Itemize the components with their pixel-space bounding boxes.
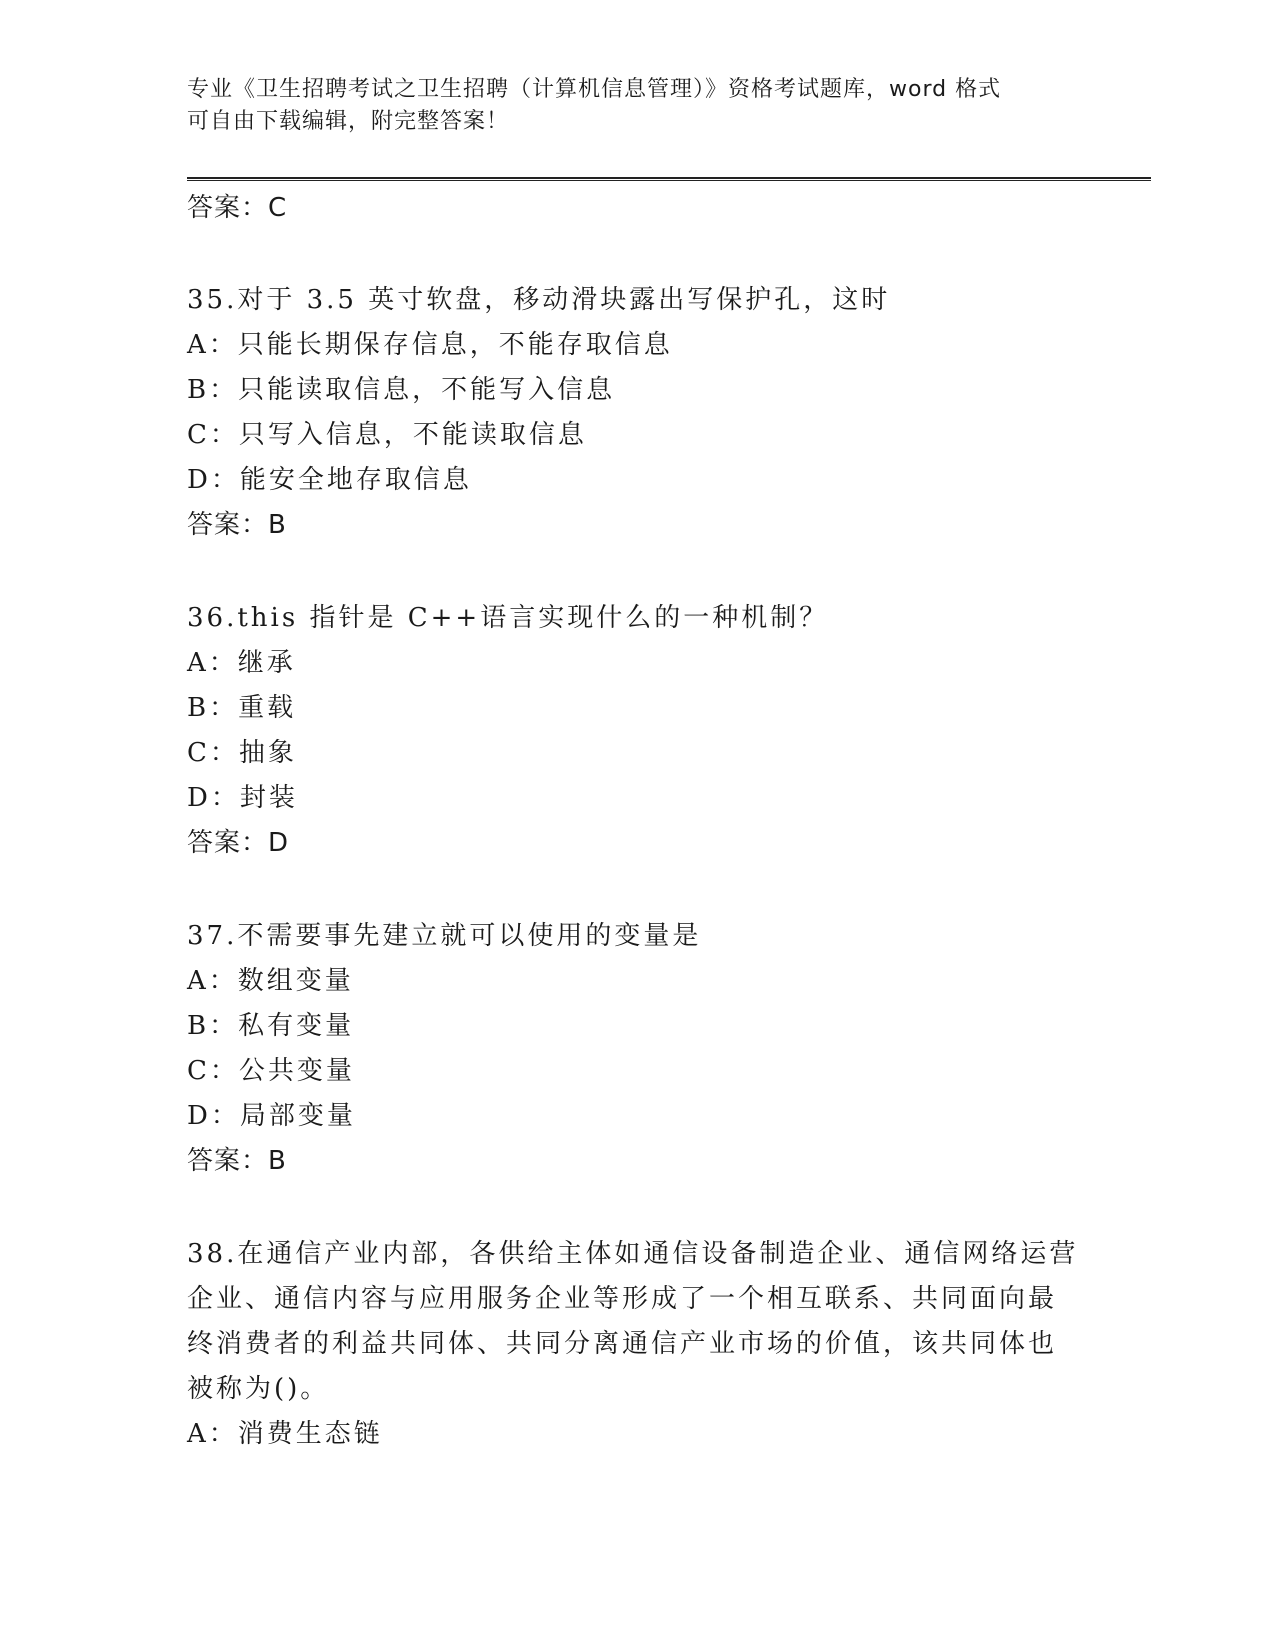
answer-label: 答案：D xyxy=(187,828,290,858)
header-line-1: 专业《卫生招聘考试之卫生招聘（计算机信息管理）》资格考试题库，word 格式 xyxy=(187,77,1002,102)
question-38 xyxy=(187,1232,1087,1457)
option-a: A：继承 xyxy=(187,648,296,678)
answer-label: 答案：C xyxy=(187,193,288,223)
option-d: D：封装 xyxy=(187,783,298,813)
option-c: C：抽象 xyxy=(187,738,297,768)
option-b: B：重载 xyxy=(187,693,297,723)
question-stem: 37.不需要事先建立就可以使用的变量是 xyxy=(187,921,702,951)
question-stem: 35.对于 3.5 英寸软盘，移动滑块露出写保护孔，这时 xyxy=(187,285,891,315)
question-36 xyxy=(187,596,1087,866)
question-35 xyxy=(187,278,1087,548)
question-stem-line-1: 38.在通信产业内部，各供给主体如通信设备制造企业、通信网络运营 xyxy=(187,1239,1079,1269)
option-a: A：消费生态链 xyxy=(187,1419,383,1449)
question-stem: 36.this 指针是 C++语言实现什么的一种机制？ xyxy=(187,603,829,633)
option-b: B：只能读取信息，不能写入信息 xyxy=(187,375,616,405)
answer-label: 答案：B xyxy=(187,510,287,540)
option-a: A：数组变量 xyxy=(187,966,354,996)
header-line-2: 可自由下载编辑，附完整答案！ xyxy=(187,109,510,134)
document-header-note xyxy=(187,74,1087,138)
option-d: D：局部变量 xyxy=(187,1101,356,1131)
option-a: A：只能长期保存信息，不能存取信息 xyxy=(187,330,673,360)
question-stem-line-3: 终消费者的利益共同体、共同分离通信产业市场的价值，该共同体也 xyxy=(187,1329,1058,1359)
option-b: B：私有变量 xyxy=(187,1011,355,1041)
question-37 xyxy=(187,914,1087,1184)
option-d: D：能安全地存取信息 xyxy=(187,465,472,495)
option-c: C：只写入信息，不能读取信息 xyxy=(187,420,587,450)
option-c: C：公共变量 xyxy=(187,1056,355,1086)
header-divider xyxy=(187,177,1151,181)
question-stem-line-4: 被称为()。 xyxy=(187,1374,330,1404)
answer-label: 答案：B xyxy=(187,1146,287,1176)
question-stem-line-2: 企业、通信内容与应用服务企业等形成了一个相互联系、共同面向最 xyxy=(187,1284,1058,1314)
previous-answer-block xyxy=(187,186,1087,231)
